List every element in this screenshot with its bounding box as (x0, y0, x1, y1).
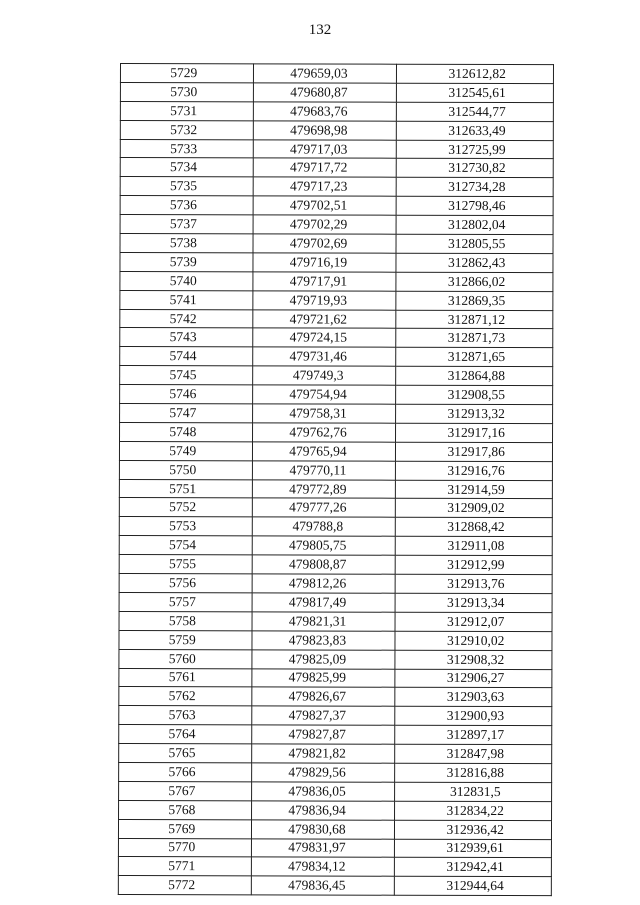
x-coordinate-cell: 479717,23 (253, 177, 397, 196)
x-coordinate-cell: 479716,19 (253, 253, 397, 272)
table-row (120, 101, 553, 121)
y-coordinate-cell: 312864,88 (396, 366, 553, 385)
y-coordinate-cell: 312730,82 (397, 159, 554, 178)
y-coordinate-cell: 312866,02 (396, 272, 553, 291)
table-row (120, 215, 553, 235)
table-row (120, 347, 553, 367)
y-coordinate-cell: 312909,02 (396, 499, 553, 518)
point-number-cell: 5730 (120, 82, 253, 101)
x-coordinate-cell: 479702,51 (253, 196, 397, 215)
x-coordinate-cell: 479834,12 (251, 857, 395, 876)
y-coordinate-cell: 312868,42 (396, 518, 553, 537)
y-coordinate-cell: 312816,88 (395, 763, 552, 782)
x-coordinate-cell: 479808,87 (252, 555, 396, 574)
table-row (120, 177, 553, 197)
point-number-cell: 5762 (119, 687, 252, 706)
y-coordinate-cell: 312939,61 (395, 839, 552, 858)
y-coordinate-cell: 312798,46 (396, 196, 553, 215)
y-coordinate-cell: 312913,76 (395, 574, 552, 593)
x-coordinate-cell: 479717,03 (253, 139, 397, 158)
y-coordinate-cell: 312903,63 (395, 688, 552, 707)
y-coordinate-cell: 312916,76 (396, 461, 553, 480)
y-coordinate-cell: 312544,77 (397, 102, 554, 121)
table-row (120, 234, 553, 254)
x-coordinate-cell: 479721,62 (252, 309, 396, 328)
point-number-cell: 5752 (119, 498, 252, 517)
page-number: 132 (308, 22, 332, 38)
y-coordinate-cell: 312908,55 (396, 385, 553, 404)
x-coordinate-cell: 479826,67 (251, 687, 395, 706)
x-coordinate-cell: 479772,89 (252, 479, 396, 498)
table-row (119, 479, 552, 499)
point-number-cell: 5759 (119, 630, 252, 649)
point-number-cell: 5760 (119, 649, 252, 668)
y-coordinate-cell: 312871,73 (396, 329, 553, 348)
point-number-cell: 5734 (120, 158, 253, 177)
point-number-cell: 5751 (119, 479, 252, 498)
x-coordinate-cell: 479823,83 (252, 631, 396, 650)
table-row (119, 800, 552, 820)
y-coordinate-cell: 312869,35 (396, 291, 553, 310)
table-row (120, 158, 553, 178)
y-coordinate-cell: 312942,41 (395, 858, 552, 877)
point-number-cell: 5729 (120, 64, 253, 83)
table-row (119, 725, 552, 745)
x-coordinate-cell: 479817,49 (252, 593, 396, 612)
coordinates-table (118, 63, 554, 896)
point-number-cell: 5738 (120, 234, 253, 253)
y-coordinate-cell: 312912,07 (395, 612, 552, 631)
y-coordinate-cell: 312734,28 (396, 178, 553, 197)
table-row (120, 252, 553, 272)
x-coordinate-cell: 479825,99 (251, 668, 395, 687)
table-row (119, 611, 552, 631)
y-coordinate-cell: 312633,49 (397, 121, 554, 140)
table-row (119, 706, 552, 726)
point-number-cell: 5736 (120, 196, 253, 215)
x-coordinate-cell: 479829,56 (251, 763, 395, 782)
point-number-cell: 5754 (119, 536, 252, 555)
table-row (120, 139, 553, 159)
y-coordinate-cell: 312908,32 (395, 650, 552, 669)
table-row (119, 555, 552, 575)
x-coordinate-cell: 479827,87 (251, 725, 395, 744)
table-row (119, 536, 552, 556)
x-coordinate-cell: 479777,26 (252, 498, 396, 517)
x-coordinate-cell: 479827,37 (251, 706, 395, 725)
table-row (118, 819, 551, 839)
point-number-cell: 5745 (120, 366, 253, 385)
table-row (119, 574, 552, 594)
y-coordinate-cell: 312612,82 (397, 64, 554, 83)
y-coordinate-cell: 312911,08 (396, 536, 553, 555)
y-coordinate-cell: 312910,02 (395, 631, 552, 650)
y-coordinate-cell: 312913,32 (396, 404, 553, 423)
x-coordinate-cell: 479680,87 (253, 83, 397, 102)
x-coordinate-cell: 479754,94 (252, 385, 396, 404)
y-coordinate-cell: 312917,86 (396, 442, 553, 461)
y-coordinate-cell: 312912,99 (396, 555, 553, 574)
point-number-cell: 5765 (119, 744, 252, 763)
y-coordinate-cell: 312917,16 (396, 423, 553, 442)
x-coordinate-cell: 479762,76 (252, 423, 396, 442)
table-row (119, 630, 552, 650)
x-coordinate-cell: 479698,98 (253, 121, 397, 140)
x-coordinate-cell: 479830,68 (251, 819, 395, 838)
x-coordinate-cell: 479719,93 (252, 291, 396, 310)
x-coordinate-cell: 479765,94 (252, 442, 396, 461)
point-number-cell: 5732 (120, 120, 253, 139)
point-number-cell: 5747 (120, 404, 253, 423)
table-row (120, 196, 553, 216)
table-row (120, 120, 553, 140)
table-row (118, 838, 551, 858)
x-coordinate-cell: 479836,05 (251, 782, 395, 801)
y-coordinate-cell: 312847,98 (395, 744, 552, 763)
point-number-cell: 5766 (119, 762, 252, 781)
y-coordinate-cell: 312944,64 (395, 877, 552, 896)
point-number-cell: 5756 (119, 574, 252, 593)
point-number-cell: 5733 (120, 139, 253, 158)
coordinates-table-body (118, 64, 553, 896)
x-coordinate-cell: 479717,91 (253, 272, 397, 291)
table-row (120, 404, 553, 424)
y-coordinate-cell: 312913,34 (395, 593, 552, 612)
table-row (118, 876, 551, 896)
point-number-cell: 5743 (120, 328, 253, 347)
point-number-cell: 5731 (120, 101, 253, 120)
table-row (119, 498, 552, 518)
y-coordinate-cell: 312805,55 (396, 234, 553, 253)
y-coordinate-cell: 312862,43 (396, 253, 553, 272)
x-coordinate-cell: 479821,31 (252, 612, 396, 631)
point-number-cell: 5761 (119, 668, 252, 687)
x-coordinate-cell: 479702,69 (253, 234, 397, 253)
y-coordinate-cell: 312834,22 (395, 801, 552, 820)
point-number-cell: 5767 (119, 781, 252, 800)
point-number-cell: 5746 (120, 385, 253, 404)
point-number-cell: 5772 (118, 876, 251, 895)
y-coordinate-cell: 312871,65 (396, 348, 553, 367)
point-number-cell: 5748 (120, 422, 253, 441)
y-coordinate-cell: 312900,93 (395, 707, 552, 726)
point-number-cell: 5753 (119, 517, 252, 536)
point-number-cell: 5749 (119, 441, 252, 460)
point-number-cell: 5768 (119, 800, 252, 819)
x-coordinate-cell: 479836,94 (251, 801, 395, 820)
table-row (119, 460, 552, 480)
x-coordinate-cell: 479749,3 (252, 366, 396, 385)
point-number-cell: 5739 (120, 252, 253, 271)
x-coordinate-cell: 479805,75 (252, 536, 396, 555)
table-row (119, 781, 552, 801)
table-row (119, 687, 552, 707)
table-row (119, 762, 552, 782)
y-coordinate-cell: 312725,99 (397, 140, 554, 159)
table-row (120, 366, 553, 386)
point-number-cell: 5757 (119, 592, 252, 611)
x-coordinate-cell: 479770,11 (252, 461, 396, 480)
point-number-cell: 5741 (120, 290, 253, 309)
table-row (119, 441, 552, 461)
table-row (120, 309, 553, 329)
x-coordinate-cell: 479788,8 (252, 517, 396, 536)
table-row (119, 592, 552, 612)
table-row (118, 857, 551, 877)
point-number-cell: 5763 (119, 706, 252, 725)
x-coordinate-cell: 479821,82 (251, 744, 395, 763)
x-coordinate-cell: 479831,97 (251, 838, 395, 857)
point-number-cell: 5750 (119, 460, 252, 479)
x-coordinate-cell: 479702,29 (253, 215, 397, 234)
y-coordinate-cell: 312897,17 (395, 725, 552, 744)
table-row (120, 328, 553, 348)
y-coordinate-cell: 312906,27 (395, 669, 552, 688)
x-coordinate-cell: 479659,03 (253, 64, 397, 83)
table-row (120, 271, 553, 291)
y-coordinate-cell: 312914,59 (396, 480, 553, 499)
table-row (120, 64, 553, 84)
x-coordinate-cell: 479683,76 (253, 102, 397, 121)
table-row (119, 668, 552, 688)
table-row (120, 290, 553, 310)
point-number-cell: 5771 (118, 857, 251, 876)
table-row (120, 385, 553, 405)
y-coordinate-cell: 312545,61 (397, 83, 554, 102)
point-number-cell: 5744 (120, 347, 253, 366)
x-coordinate-cell: 479758,31 (252, 404, 396, 423)
point-number-cell: 5769 (118, 819, 251, 838)
y-coordinate-cell: 312802,04 (396, 215, 553, 234)
x-coordinate-cell: 479836,45 (251, 876, 395, 895)
point-number-cell: 5742 (120, 309, 253, 328)
y-coordinate-cell: 312936,42 (395, 820, 552, 839)
x-coordinate-cell: 479825,09 (252, 649, 396, 668)
x-coordinate-cell: 479724,15 (252, 328, 396, 347)
table-row (119, 649, 552, 669)
point-number-cell: 5770 (118, 838, 251, 857)
x-coordinate-cell: 479717,72 (253, 158, 397, 177)
table-row (120, 422, 553, 442)
x-coordinate-cell: 479812,26 (252, 574, 396, 593)
y-coordinate-cell: 312871,12 (396, 310, 553, 329)
table-row (120, 82, 553, 102)
point-number-cell: 5740 (120, 271, 253, 290)
point-number-cell: 5737 (120, 215, 253, 234)
y-coordinate-cell: 312831,5 (395, 782, 552, 801)
table-row (119, 517, 552, 537)
point-number-cell: 5735 (120, 177, 253, 196)
point-number-cell: 5758 (119, 611, 252, 630)
table-row (119, 744, 552, 764)
point-number-cell: 5764 (119, 725, 252, 744)
point-number-cell: 5755 (119, 555, 252, 574)
x-coordinate-cell: 479731,46 (252, 347, 396, 366)
